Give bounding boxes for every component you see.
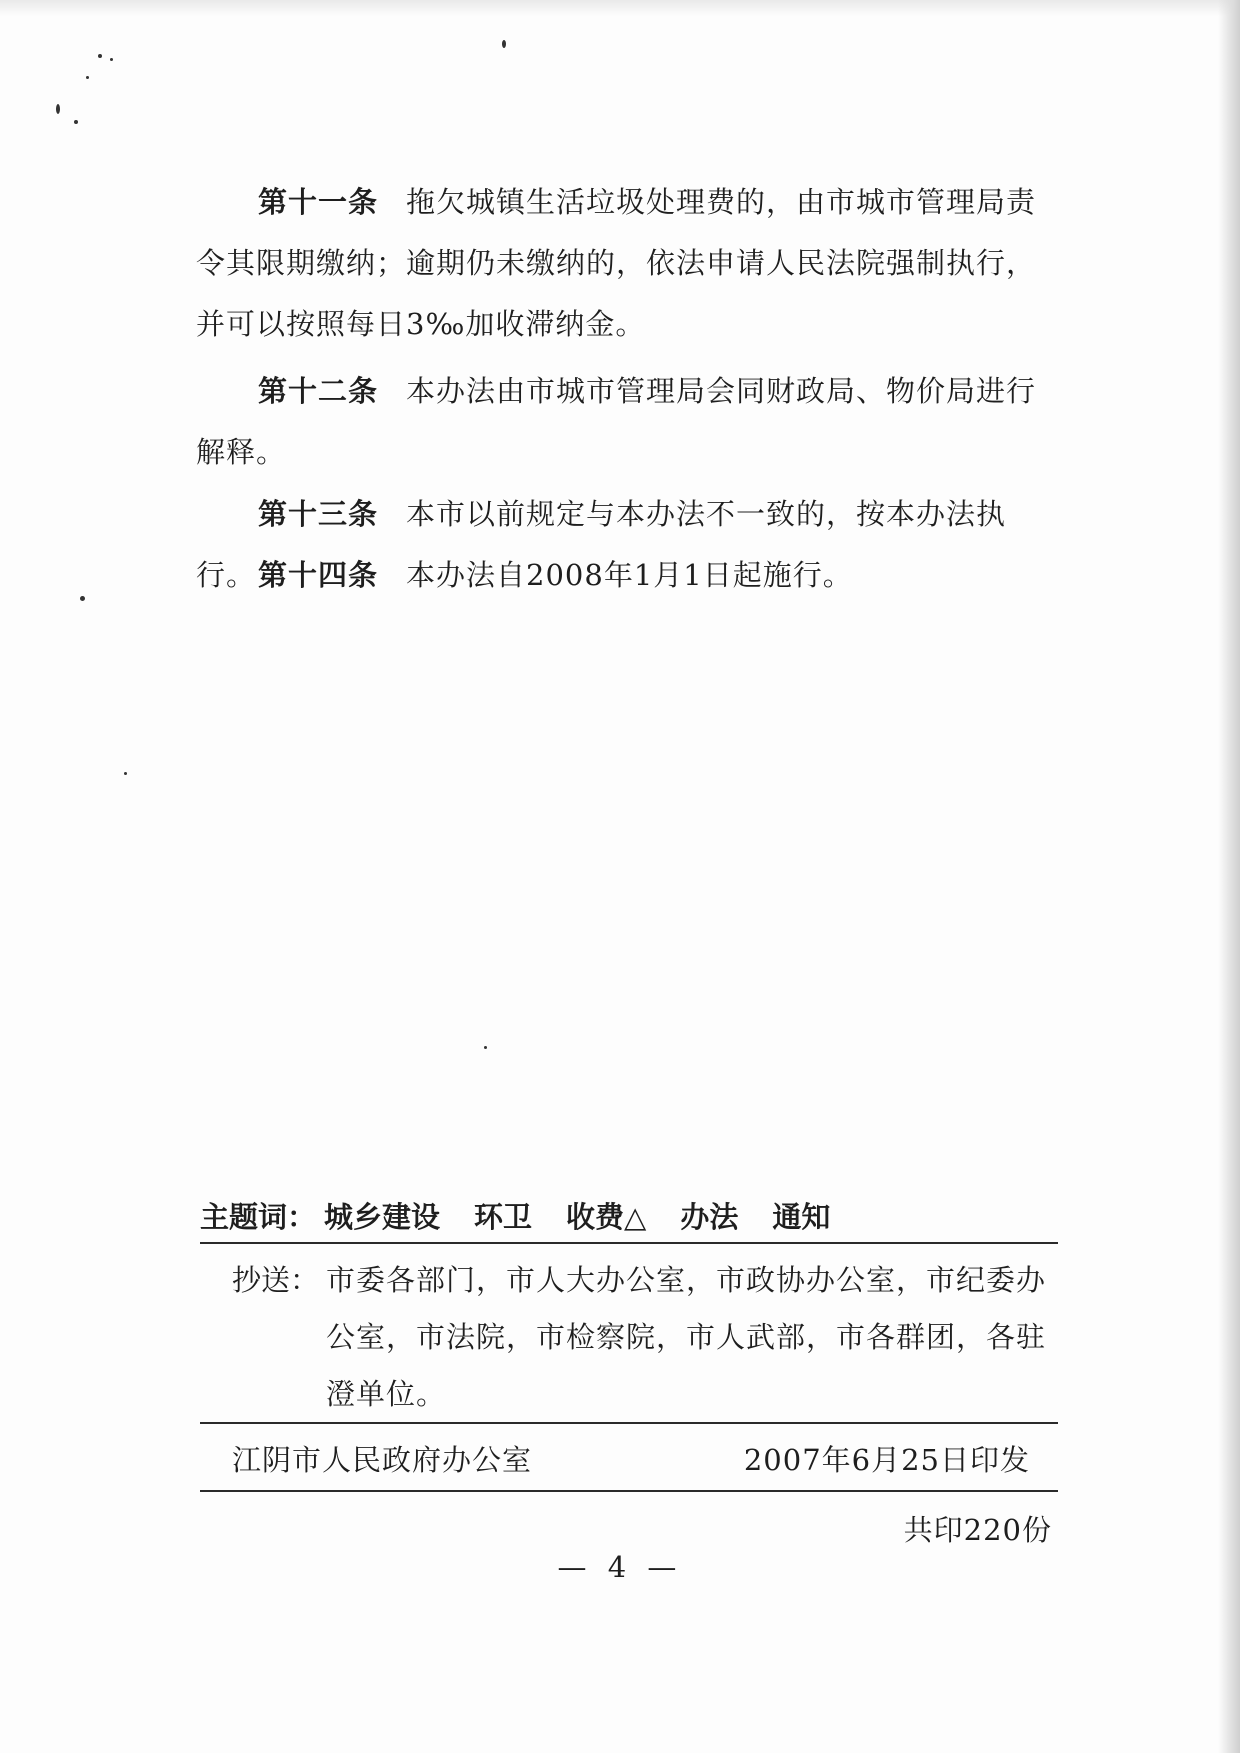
keyword: 办法 xyxy=(680,1200,739,1234)
scan-speck xyxy=(86,76,89,79)
scan-speck xyxy=(74,120,78,124)
cc-recipients: 市委各部门，市人大办公室，市政协办公室，市纪委办公室，市法院，市检察院，市人武部，市各群团，各驻澄单位。 xyxy=(326,1263,1047,1411)
page-number: — 4 — xyxy=(557,1550,683,1584)
article-14-text: 本办法自2008年1月1日起施行。 xyxy=(406,558,853,592)
scan-speck xyxy=(80,596,85,601)
article-14 xyxy=(196,545,1060,606)
scan-speck xyxy=(124,772,127,775)
scan-top-edge xyxy=(0,0,1240,16)
keyword: 城乡建设 xyxy=(324,1200,441,1234)
scan-speck xyxy=(98,54,102,58)
keyword: 通知 xyxy=(772,1200,831,1234)
scan-speck xyxy=(484,1046,487,1049)
article-12-heading: 第十二条 xyxy=(258,374,379,408)
cc-block xyxy=(200,1252,1058,1424)
scan-speck xyxy=(502,40,506,48)
article-11 xyxy=(196,172,1060,355)
article-14-heading: 第十四条 xyxy=(258,558,379,592)
scan-speck xyxy=(110,58,113,61)
cc-label: 抄送： xyxy=(232,1263,320,1297)
issuer: 江阴市人民政府办公室 xyxy=(232,1443,533,1477)
issuer-row xyxy=(200,1430,1058,1492)
scan-speck xyxy=(56,104,60,114)
keyword: 环卫 xyxy=(474,1200,533,1234)
keywords-row xyxy=(200,1192,1058,1244)
article-12 xyxy=(196,361,1060,483)
article-13-text: 本市以前规定与本办法不一致的，按本办法执行。 xyxy=(196,497,1007,592)
article-11-text: 拖欠城镇生活垃圾处理费的，由市城市管理局责令其限期缴纳；逾期仍未缴纳的，依法申请人民法院强制执行，并可以按照每日3‰加收滞纳金。 xyxy=(196,185,1037,341)
article-11-heading: 第十一条 xyxy=(258,185,379,219)
issue-date: 2007年6月25日印发 xyxy=(743,1443,1030,1477)
keywords-label: 主题词： xyxy=(200,1200,317,1234)
article-13-heading: 第十三条 xyxy=(258,497,379,531)
scan-right-edge xyxy=(1218,0,1240,1753)
print-copies: 共印220份 xyxy=(903,1513,1052,1547)
keyword: 收费△ xyxy=(566,1200,647,1234)
article-12-text: 本办法由市城市管理局会同财政局、物价局进行解释。 xyxy=(196,374,1037,469)
